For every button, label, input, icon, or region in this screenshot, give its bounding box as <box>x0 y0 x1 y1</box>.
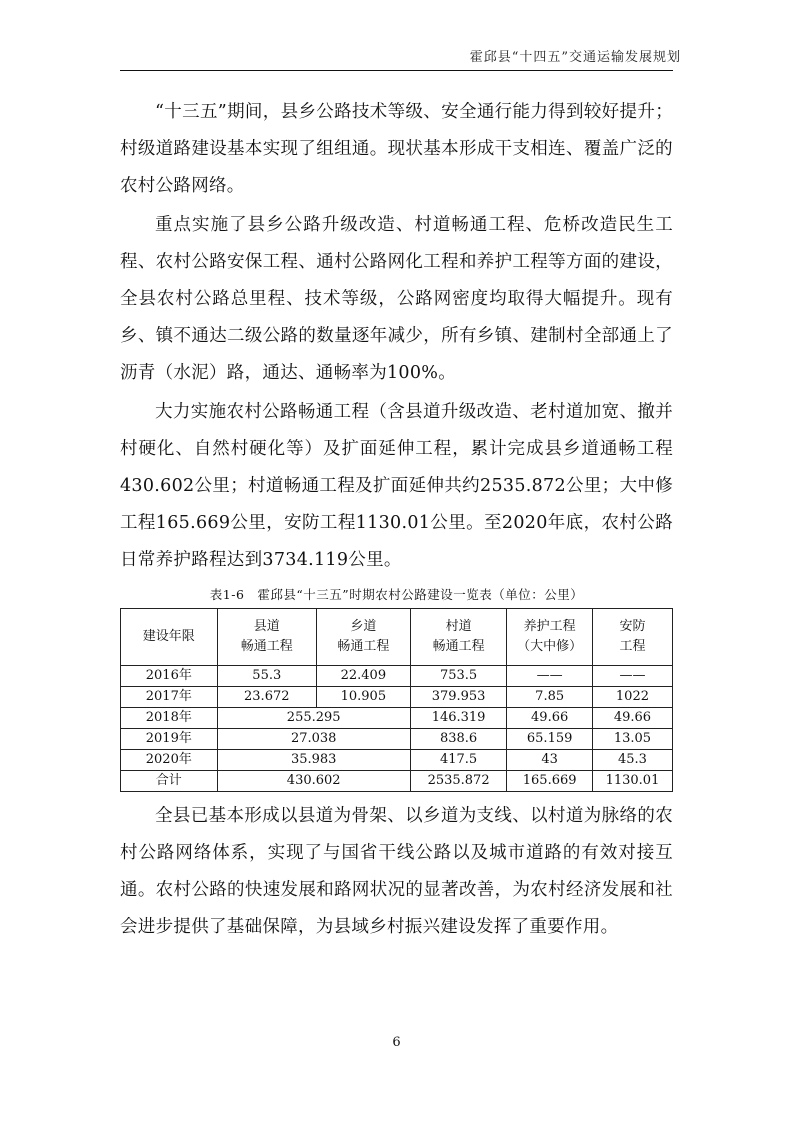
cell-village: 417.5 <box>410 750 507 771</box>
header-cell-village: 村道 畅通工程 <box>410 609 507 666</box>
cell-township: 10.905 <box>316 687 410 708</box>
cell-village: 379.953 <box>410 687 507 708</box>
table-row <box>121 708 673 729</box>
page-body <box>120 94 673 946</box>
header-cell-township: 乡道 畅通工程 <box>316 609 410 666</box>
cell-safety: 45.3 <box>592 750 672 771</box>
rural-road-table <box>120 608 673 792</box>
cell-village: 753.5 <box>410 666 507 687</box>
cell-county: 23.672 <box>217 687 316 708</box>
cell-safety: 13.05 <box>592 729 672 750</box>
cell-safety: —— <box>592 666 672 687</box>
table-row <box>121 687 673 708</box>
cell-county-township-merged: 35.983 <box>217 750 410 771</box>
cell-year: 2016年 <box>121 666 218 687</box>
table-row <box>121 666 673 687</box>
cell-maintenance: 165.669 <box>507 771 593 792</box>
table-row <box>121 750 673 771</box>
header-cell-maintenance: 养护工程 （大中修） <box>507 609 593 666</box>
table-row <box>121 729 673 750</box>
header-cell-safety: 安防 工程 <box>592 609 672 666</box>
cell-year: 2020年 <box>121 750 218 771</box>
cell-maintenance: —— <box>507 666 593 687</box>
cell-village: 146.319 <box>410 708 507 729</box>
cell-county-township-merged: 255.295 <box>217 708 410 729</box>
cell-village: 838.6 <box>410 729 507 750</box>
paragraph-4: 全县已基本形成以县道为骨架、以乡道为支线、以村道为脉络的农村公路网络体系，实现了与国省干线公路以及城市道路的有效对接互通。农村公路的快速发展和路网状况的显著改善，为农村经济发展和社会进步提供了基础保障，为县域乡村振兴建设发挥了重要作用。 <box>120 806 673 937</box>
header-cell-year: 建设年限 <box>121 609 218 666</box>
cell-year: 2019年 <box>121 729 218 750</box>
cell-maintenance: 65.159 <box>507 729 593 750</box>
cell-maintenance: 49.66 <box>507 708 593 729</box>
cell-year: 2018年 <box>121 708 218 729</box>
paragraph-2: 重点实施了县乡公路升级改造、村道畅通工程、危桥改造民生工程、农村公路安保工程、通村公路网化工程和养护工程等方面的建设，全县农村公路总里程、技术等级，公路网密度均取得大幅提升。现有乡、镇不通达二级公路的数量逐年减少，所有乡镇、建制村全部通上了沥青（水泥）路，通达、通畅率为100%。 <box>120 215 673 383</box>
cell-county-township-merged: 27.038 <box>217 729 410 750</box>
table-header-row <box>121 609 673 666</box>
cell-maintenance: 43 <box>507 750 593 771</box>
cell-village: 2535.872 <box>410 771 507 792</box>
header-rule <box>120 70 673 71</box>
cell-county-township-merged: 430.602 <box>217 771 410 792</box>
table-row-total <box>121 771 673 792</box>
cell-year: 2017年 <box>121 687 218 708</box>
cell-township: 22.409 <box>316 666 410 687</box>
page-number: 6 <box>392 1035 401 1050</box>
header-cell-county: 县道 畅通工程 <box>217 609 316 666</box>
cell-maintenance: 7.85 <box>507 687 593 708</box>
cell-safety: 1130.01 <box>592 771 672 792</box>
cell-safety: 49.66 <box>592 708 672 729</box>
cell-county: 55.3 <box>217 666 316 687</box>
paragraph-1: “十三五”期间，县乡公路技术等级、安全通行能力得到较好提升；村级道路建设基本实现了组组通。现状基本形成干支相连、覆盖广泛的农村公路网络。 <box>120 102 673 196</box>
table-caption: 表1-6 霍邱县“十三五”时期农村公路建设一览表（单位：公里） <box>209 587 584 602</box>
cell-year: 合计 <box>121 771 218 792</box>
cell-safety: 1022 <box>592 687 672 708</box>
paragraph-3: 大力实施农村公路畅通工程（含县道升级改造、老村道加宽、撤并村硬化、自然村硬化等）及扩面延伸工程，累计完成县乡道通畅工程430.602公里；村道畅通工程及扩面延伸共约2535.872公里；大中修工程165.669公里，安防工程1130.01公里。至2020年底，农村公路日常养护路程达到3734.119公里。 <box>120 402 673 570</box>
running-header: 霍邱县“十四五”交通运输发展规划 <box>469 50 681 65</box>
